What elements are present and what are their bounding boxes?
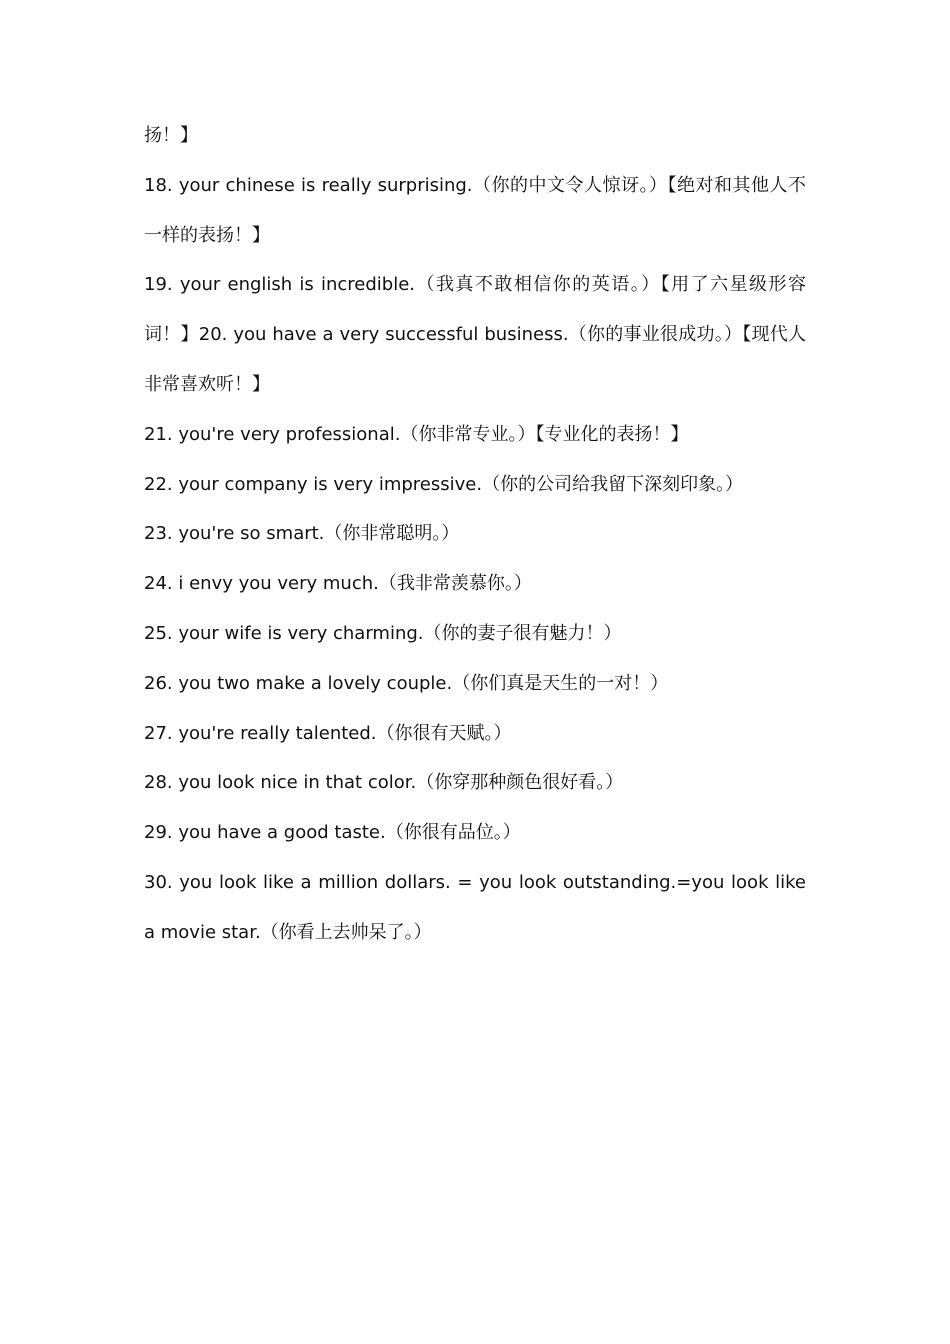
paragraph-continuation: 扬！】	[144, 125, 198, 146]
paragraph-item-21: 21. you're very professional.（你非常专业。）【专业化的表扬！】	[144, 423, 689, 445]
paragraph-item-30: 30. you look like a million dollars. = you look outstanding.=you look like a movie star.（你看上去帅呆了。）	[144, 871, 806, 943]
paragraph-item-26: 26. you two make a lovely couple.（你们真是天生的一对！）	[144, 672, 669, 694]
paragraph-item-29: 29. you have a good taste.（你很有品位。）	[144, 822, 521, 844]
paragraph-item-24: 24. i envy you very much.（我非常羡慕你。）	[144, 573, 532, 595]
paragraph-item-25: 25. your wife is very charming.（你的妻子很有魅力！）	[144, 622, 622, 644]
paragraph-item-19-20: 19. your english is incredible.（我真不敢相信你的英语。）【用了六星级形容词！】20. you have a very successful business.（你的事业很成功。）【现代人非常喜欢听！】	[144, 274, 806, 395]
paragraph-item-23: 23. you're so smart.（你非常聪明。）	[144, 523, 460, 545]
paragraph-item-28: 28. you look nice in that color.（你穿那种颜色很好看。）	[144, 772, 624, 794]
paragraph-item-22: 22. your company is very impressive.（你的公司给我留下深刻印象。）	[144, 473, 744, 495]
document-body	[144, 111, 806, 958]
paragraph-item-27: 27. you're really talented.（你很有天赋。）	[144, 722, 512, 744]
paragraph-item-18: 18. your chinese is really surprising.（你的中文令人惊讶。）【绝对和其他人不一样的表扬！】	[144, 174, 806, 246]
